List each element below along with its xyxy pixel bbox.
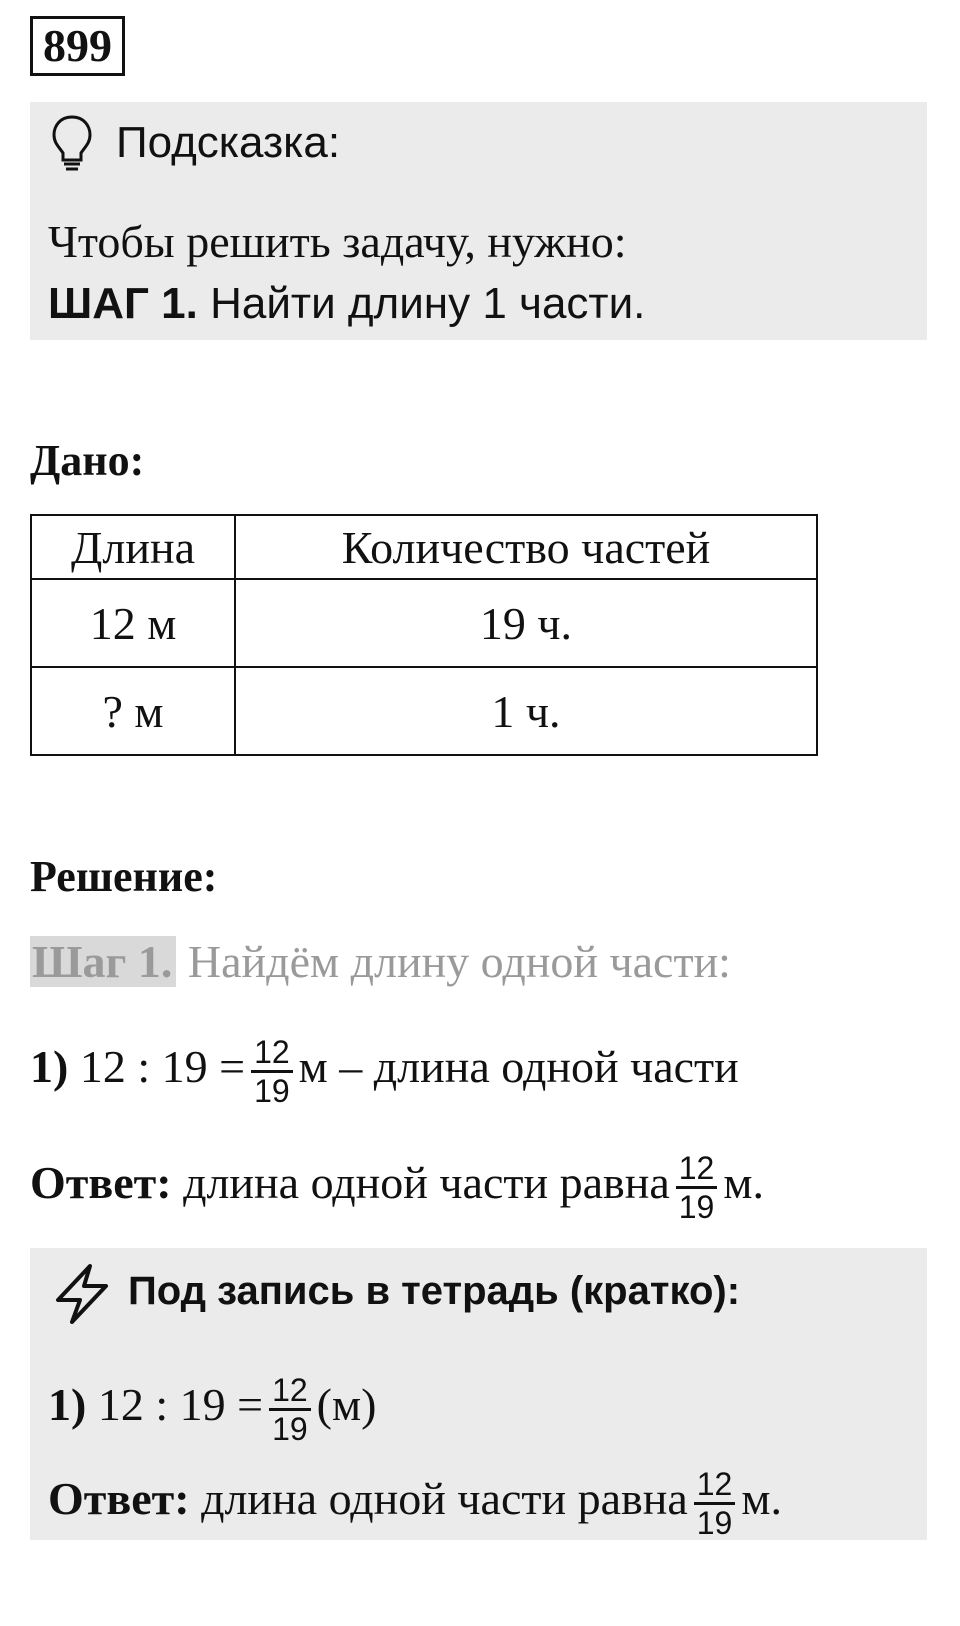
- fraction: [251, 1034, 293, 1109]
- given-table: [30, 514, 818, 756]
- notebook-answer: [48, 1466, 782, 1541]
- line-number: 1): [30, 1041, 69, 1093]
- expression: 12 : 19 =: [79, 1041, 246, 1093]
- fraction-numerator: 12: [676, 1150, 718, 1189]
- fraction-denominator: 19: [678, 1189, 715, 1225]
- solution-step: [30, 932, 731, 992]
- hint-intro: Чтобы решить задачу, нужно:: [48, 216, 627, 267]
- fraction: [269, 1372, 311, 1447]
- hint-box: [30, 102, 927, 340]
- cell-length: ? м: [31, 667, 235, 755]
- hint-step: [48, 276, 645, 332]
- notebook-title: Под запись в тетрадь (кратко):: [128, 1269, 741, 1313]
- given-title: Дано:: [30, 436, 145, 485]
- fraction-numerator: 12: [694, 1466, 736, 1505]
- fraction-denominator: 19: [254, 1073, 290, 1109]
- fraction: [676, 1150, 718, 1225]
- step-label: Шаг 1.: [30, 936, 176, 987]
- fraction-denominator: 19: [272, 1411, 308, 1447]
- line-rest: м – длина одной части: [298, 1041, 739, 1093]
- expression: 12 : 19 =: [97, 1379, 264, 1431]
- cell-parts: 1 ч.: [235, 667, 817, 755]
- lightbulb-icon: [50, 114, 94, 174]
- cell-parts: 19 ч.: [235, 579, 817, 667]
- hint-title: Подсказка:: [116, 118, 341, 167]
- fraction: [694, 1466, 736, 1541]
- header-length: Длина: [31, 515, 235, 579]
- answer-unit: м.: [741, 1473, 782, 1525]
- answer-label: Ответ:: [48, 1473, 190, 1525]
- lightning-icon: [50, 1262, 114, 1326]
- answer-text: длина одной части равна: [201, 1473, 688, 1525]
- fraction-denominator: 19: [696, 1505, 733, 1541]
- answer-unit: м.: [723, 1157, 764, 1209]
- table-row: [31, 667, 817, 755]
- hint-step-label: ШАГ 1.: [48, 279, 198, 328]
- step-text: Найдём длину одной части:: [187, 936, 731, 987]
- notebook-line-1: [48, 1372, 376, 1447]
- fraction-numerator: 12: [251, 1034, 293, 1073]
- hint-step-text: Найти длину 1 части.: [210, 279, 646, 328]
- line-number: 1): [48, 1379, 87, 1431]
- solution-answer: [30, 1150, 764, 1225]
- answer-text: длина одной части равна: [183, 1157, 670, 1209]
- cell-length: 12 м: [31, 579, 235, 667]
- table-row: [31, 579, 817, 667]
- solution-line-1: [30, 1034, 739, 1109]
- fraction-numerator: 12: [269, 1372, 311, 1411]
- solution-title: Решение:: [30, 852, 218, 901]
- table-header-row: [31, 515, 817, 579]
- header-parts: Количество частей: [235, 515, 817, 579]
- notebook-box: [30, 1248, 927, 1540]
- answer-label: Ответ:: [30, 1157, 172, 1209]
- line-rest: (м): [316, 1379, 377, 1431]
- task-number: 899: [30, 16, 125, 76]
